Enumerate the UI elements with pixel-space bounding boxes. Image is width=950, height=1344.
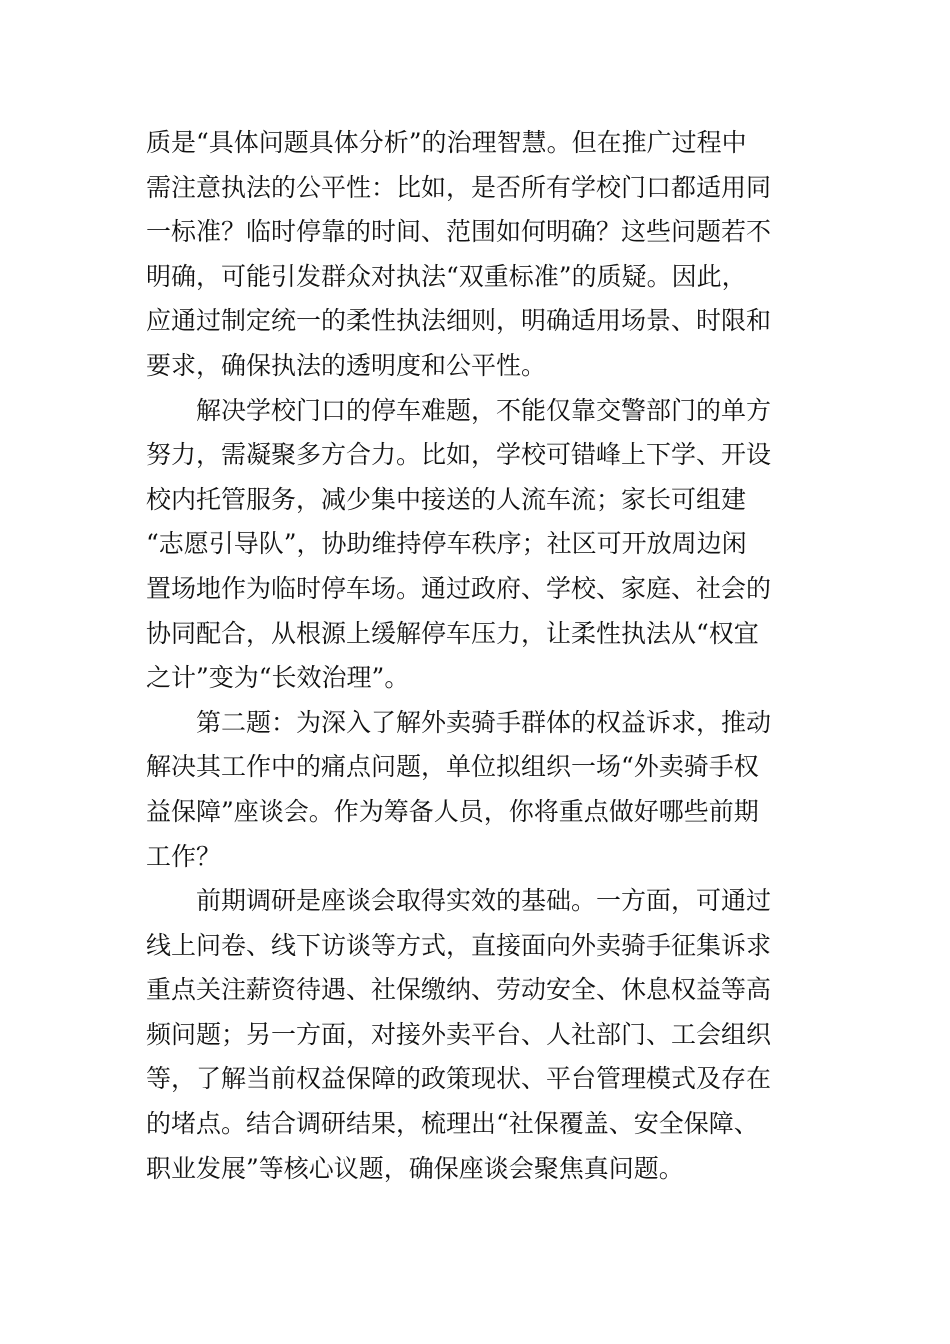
text-line: 明确，可能引发群众对执法“双重标准”的质疑。因此， <box>146 261 747 291</box>
text-line: 职业发展”等核心议题，确保座谈会聚焦真问题。 <box>146 1153 684 1183</box>
text-line: 的堵点。结合调研结果，梳理出“社保覆盖、安全保障、 <box>146 1109 759 1139</box>
text-line: 第二题：为深入了解外卖骑手群体的权益诉求，推动 <box>196 707 772 737</box>
text-line: 频问题；另一方面，对接外卖平台、人社部门、工会组织 <box>146 1019 772 1049</box>
paragraph <box>146 389 812 701</box>
document-body <box>146 121 812 1191</box>
paragraph <box>146 701 812 879</box>
text-line: 重点关注薪资待遇、社保缴纳、劳动安全、休息权益等高 <box>146 975 772 1005</box>
text-line: 一标准？临时停靠的时间、范围如何明确？这些问题若不 <box>146 217 772 247</box>
text-line: 解决其工作中的痛点问题，单位拟组织一场“外卖骑手权 <box>146 752 759 782</box>
text-line: 校内托管服务，减少集中接送的人流车流；家长可组建 <box>146 484 747 514</box>
text-line: 协同配合，从根源上缓解停车压力，让柔性执法从“权宜 <box>146 618 759 648</box>
text-line: 工作？ <box>146 841 222 871</box>
text-line: 等，了解当前权益保障的政策现状、平台管理模式及存在 <box>146 1064 772 1094</box>
text-line: 置场地作为临时停车场。通过政府、学校、家庭、社会的 <box>146 573 772 603</box>
text-line: 要求，确保执法的透明度和公平性。 <box>146 350 547 380</box>
text-line: 努力，需凝聚多方合力。比如，学校可错峰上下学、开设 <box>146 440 772 470</box>
text-line: 益保障”座谈会。作为筹备人员，你将重点做好哪些前期 <box>146 796 759 826</box>
text-line: 前期调研是座谈会取得实效的基础。一方面，可通过 <box>196 886 772 916</box>
text-line: “志愿引导队”，协助维持停车秩序；社区可开放周边闲 <box>146 529 747 559</box>
text-line: 线上问卷、线下访谈等方式，直接面向外卖骑手征集诉求 <box>146 930 772 960</box>
paragraph <box>146 121 812 389</box>
paragraph <box>146 879 812 1191</box>
text-line: 应通过制定统一的柔性执法细则，明确适用场景、时限和 <box>146 306 772 336</box>
text-line: 质是“具体问题具体分析”的治理智慧。但在推广过程中 <box>146 128 747 157</box>
text-line: 解决学校门口的停车难题，不能仅靠交警部门的单方 <box>196 395 772 425</box>
text-line: 需注意执法的公平性：比如，是否所有学校门口都适用同 <box>146 172 772 202</box>
text-line: 之计”变为“长效治理”。 <box>146 663 410 693</box>
